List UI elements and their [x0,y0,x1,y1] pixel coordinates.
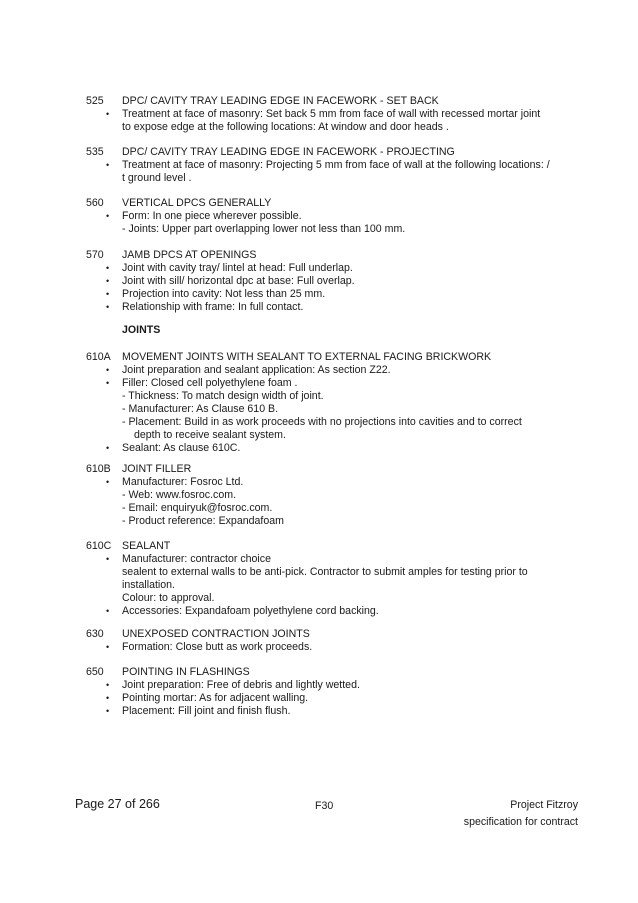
bullet-icon: • [106,263,110,273]
sub-item: - Product reference: Expandafoam [122,515,284,527]
list-item: • Sealant: As clause 610C. [106,442,241,454]
list-item: • Joint with sill/ horizontal dpc at base: Full overlap. [106,275,355,287]
clause-title: SEALANT [122,540,171,552]
clause-title: MOVEMENT JOINTS WITH SEALANT TO EXTERNAL FACING BRICKWORK [122,351,492,363]
bullet-icon: • [106,706,110,716]
clause-number: 560 [86,197,104,209]
clause-title: JOINT FILLER [122,463,192,475]
list-item: • Manufacturer: contractor choice [106,553,271,565]
sub-item-continuation: depth to receive sealant system. [134,429,286,441]
list-item: • Pointing mortar: As for adjacent walling. [106,692,309,704]
plain-text: Colour: to approval. [122,592,215,604]
project-name: Project Fitzroy [510,799,578,811]
bullet-icon: • [106,477,110,487]
list-item: • Treatment at face of masonry: Set back 5 mm from face of wall with recessed mortar joint [106,108,541,120]
list-item: • Form: In one piece wherever possible. [106,210,302,222]
clause-number: 525 [86,95,104,107]
project-subtitle: specification for contract [463,816,578,828]
list-item: • Relationship with frame: In full contact. [106,301,304,313]
clause-number: 535 [86,146,104,158]
clause-title: DPC/ CAVITY TRAY LEADING EDGE IN FACEWORK - SET BACK [122,95,439,107]
plain-text: installation. [122,579,175,591]
list-item: • Formation: Close butt as work proceeds. [106,641,313,653]
clause-610a [86,351,566,455]
clause-number: 570 [86,249,104,261]
bullet-icon: • [106,443,110,453]
section-code: F30 [315,800,334,812]
clause-630 [86,628,566,654]
list-item: • Placement: Fill joint and finish flush. [106,705,291,717]
bullet-icon: • [106,554,110,564]
sub-item: - Placement: Build in as work proceeds with no projections into cavities and to correct [122,416,522,428]
bullet-icon: • [106,109,110,119]
bullet-icon: • [106,378,110,388]
sub-item: - Joints: Upper part overlapping lower not less than 100 mm. [122,223,406,235]
footer-project [464,797,578,831]
clause-title: UNEXPOSED CONTRACTION JOINTS [122,628,310,640]
list-item: • Joint preparation: Free of debris and lightly wetted. [106,679,360,691]
sub-item: - Manufacturer: As Clause 610 B. [122,403,279,415]
clause-title: JAMB DPCS AT OPENINGS [122,249,257,261]
clause-number: 610C [86,540,112,552]
bullet-icon: • [106,642,110,652]
bullet-icon: • [106,160,110,170]
bullet-icon: • [106,680,110,690]
plain-text: sealent to external walls to be anti-pick. Contractor to submit amples for testing prior to [122,566,528,578]
bullet-icon: • [106,302,110,312]
section-heading: JOINTS [122,324,161,336]
sub-item: - Web: www.fosroc.com. [122,489,237,501]
continuation-text: to expose edge at the following locations: At window and door heads . [122,121,449,133]
list-item: • Accessories: Expandafoam polyethylene cord backing. [106,605,379,617]
clause-title: VERTICAL DPCS GENERALLY [122,197,272,209]
bullet-icon: • [106,289,110,299]
bullet-icon: • [106,693,110,703]
clause-number: 630 [86,628,104,640]
bullet-icon: • [106,606,110,616]
list-item: • Joint with cavity tray/ lintel at head: Full underlap. [106,262,353,274]
list-item: • Manufacturer: Fosroc Ltd. [106,476,244,488]
clause-650 [86,666,566,718]
clause-560 [86,197,566,236]
clause-570 [86,249,566,314]
clause-number: 610B [86,463,111,475]
list-item: • Joint preparation and sealant application: As section Z22. [106,364,391,376]
sub-item: - Email: enquiryuk@fosroc.com. [122,502,273,514]
list-item: • Treatment at face of masonry: Projecting 5 mm from face of wall at the following locations: / [106,159,550,171]
list-item: • Filler: Closed cell polyethylene foam . [106,377,298,389]
sub-item: - Thickness: To match design width of joint. [122,390,324,402]
bullet-icon: • [106,365,110,375]
clause-number: 650 [86,666,104,678]
clause-number: 610A [86,351,111,363]
clause-525 [86,95,566,134]
bullet-icon: • [106,276,110,286]
clause-610c [86,540,566,618]
clause-title: POINTING IN FLASHINGS [122,666,250,678]
clause-610b [86,463,566,528]
clause-535 [86,146,566,185]
continuation-text: t ground level . [122,172,192,184]
page-number: Page 27 of 266 [75,797,160,811]
clause-title: DPC/ CAVITY TRAY LEADING EDGE IN FACEWORK - PROJECTING [122,146,455,158]
bullet-icon: • [106,211,110,221]
list-item: • Projection into cavity: Not less than 25 mm. [106,288,326,300]
